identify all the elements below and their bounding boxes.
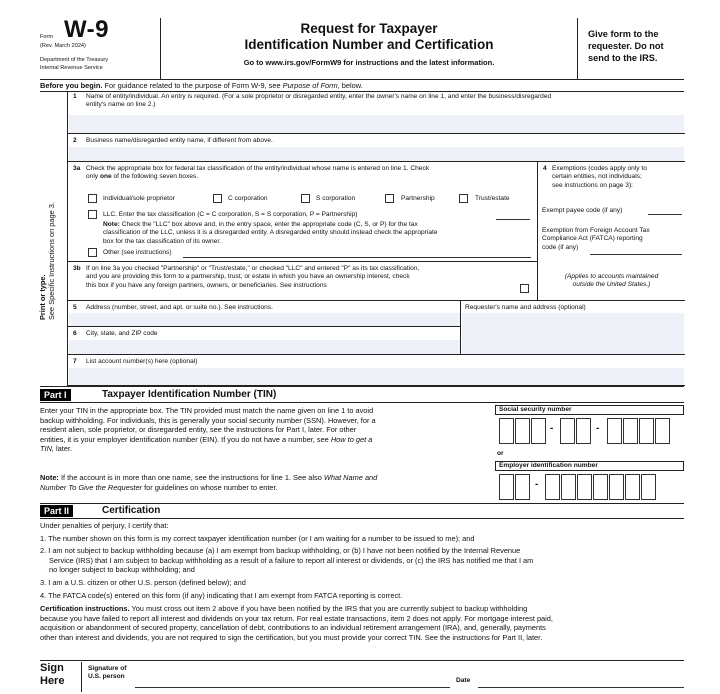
line1-label-a: Name of entity/individual. An entry is required. (For a sole proprietor or disregarded entity, enter the owner's name on line 1, and enter the business/disregarded xyxy=(86,93,552,100)
header-rule xyxy=(40,79,684,80)
cert-item-3: 3. I am a U.S. citizen or other U.S. person (defined below); and xyxy=(40,577,246,587)
line2-input[interactable] xyxy=(69,147,684,161)
line3a-label xyxy=(86,165,531,182)
cert-instr-bold: Certification instructions. xyxy=(40,604,130,614)
part1-note xyxy=(40,473,495,492)
line4-block xyxy=(538,162,685,301)
line4-label-c: see instructions on page 3): xyxy=(552,181,634,189)
s-corp-label: S corporation xyxy=(316,195,356,202)
part1-note-a-italic: What Name and xyxy=(323,473,378,482)
entity-section xyxy=(67,91,684,386)
form-title-line1: Request for Taxpayer xyxy=(300,21,438,36)
sign-rule xyxy=(40,660,684,661)
line3a-number: 3a xyxy=(73,165,81,172)
ssn-digit[interactable] xyxy=(531,418,546,444)
cert-item-2b: Service (IRS) that I am subject to backup withholding as a result of a failure to report all interest or dividends, or (c) the IRS has notified me that I am xyxy=(49,555,534,565)
line7-number: 7 xyxy=(73,358,77,365)
line1-label xyxy=(86,93,676,110)
line3b-number: 3b xyxy=(73,265,81,272)
part1-title: Taxpayer Identification Number (TIN) xyxy=(102,389,277,400)
form-title-block xyxy=(161,18,577,79)
department-line2: Internal Revenue Service xyxy=(40,65,103,71)
signature-label-b: U.S. person xyxy=(88,673,125,681)
llc-note-bold: Note: xyxy=(103,221,120,228)
ssn-digit[interactable] xyxy=(560,418,575,444)
line6-label: City, state, and ZIP code xyxy=(86,330,158,337)
side-print-label xyxy=(38,202,56,320)
before-you-begin xyxy=(40,81,684,91)
cert-item-2a: 2. I am not subject to backup withholding because (a) I am exempt from backup withholding, or (b) I have not been notified by the Internal Revenue xyxy=(40,546,521,556)
exempt-payee-label: Exempt payee code (if any) xyxy=(542,207,623,214)
line5-label: Address (number, street, and apt. or suite no.). See instructions. xyxy=(86,304,273,311)
line7-row xyxy=(68,355,685,386)
ein-label-box xyxy=(495,461,684,471)
ssn-digit[interactable] xyxy=(623,418,638,444)
before-end: below. xyxy=(339,81,363,90)
line4-number: 4 xyxy=(543,165,547,172)
certification-text xyxy=(40,521,684,643)
individual-label: Individual/sole proprietor xyxy=(103,195,175,202)
part1-note-b: for guidelines on whose number to enter. xyxy=(142,482,278,492)
trust-estate-checkbox[interactable] xyxy=(459,194,468,203)
line4-label-a: Exemptions (codes apply only to xyxy=(552,165,647,172)
cert-instr-d: other than interest and dividends, you are not required to sign the certification, but you must provide your correct TIN. See the instructions for Part II, later. xyxy=(40,632,543,642)
ein-digit[interactable] xyxy=(593,474,608,500)
other-checkbox[interactable] xyxy=(88,248,97,257)
before-italic: Purpose of Form, xyxy=(282,81,340,90)
see-instructions: See Specific Instructions on page 3. xyxy=(47,202,56,320)
revision-date: (Rev. March 2024) xyxy=(40,43,86,49)
line3a-label-one: one xyxy=(99,173,112,181)
form-header xyxy=(40,18,684,79)
s-corp-checkbox[interactable] xyxy=(301,194,310,203)
line3a-label-a: Check the appropriate box for federal tax classification of the entity/individual whose name is entered on line 1. Check xyxy=(86,165,430,172)
line2-number: 2 xyxy=(73,137,77,144)
llc-checkbox[interactable] xyxy=(88,210,97,219)
cert-instr-a: You must cross out item 2 above if you have been notified by the IRS that you are currently subject to backup withholding xyxy=(129,604,528,614)
signature-input[interactable] xyxy=(135,664,450,688)
line2-label: Business name/disregarded entity name, if different from above. xyxy=(86,137,273,144)
line5-number: 5 xyxy=(73,304,77,311)
here-word: Here xyxy=(40,675,65,687)
applies-note xyxy=(538,273,685,290)
line7-label: List account number(s) here (optional) xyxy=(86,358,198,365)
signature-label-a: Signature of xyxy=(88,665,127,672)
ein-digit[interactable] xyxy=(515,474,530,500)
ssn-digit[interactable] xyxy=(655,418,670,444)
part1-instructions xyxy=(40,406,495,454)
cert-item-4: 4. The FATCA code(s) entered on this form (if any) indicating that I am exempt from FATCA reporting is correct. xyxy=(40,590,403,600)
other-input[interactable] xyxy=(183,248,531,258)
requester-label: Requester's name and address (optional) xyxy=(465,304,586,311)
give-line1: Give form to the xyxy=(588,29,659,39)
trust-estate-label: Trust/estate xyxy=(475,195,510,202)
before-text: For guidance related to the purpose of Form W-9, see xyxy=(102,81,283,90)
form-id-block xyxy=(40,18,161,79)
fatca-label-a: Exemption from Foreign Account Tax xyxy=(542,227,650,234)
line3b-block xyxy=(68,262,538,301)
partnership-label: Partnership xyxy=(401,195,435,202)
ssn-digit[interactable] xyxy=(515,418,530,444)
part1-p4-italic: How to get a xyxy=(330,434,373,444)
part1-label: Part I xyxy=(40,389,71,401)
line3a-label-c: of the following seven boxes. xyxy=(111,173,199,181)
c-corp-checkbox[interactable] xyxy=(213,194,222,203)
form-title-line2: Identification Number and Certification xyxy=(244,37,494,52)
line3b-label-c: this box if you have any foreign partners, owners, or beneficiaries. See instructions xyxy=(86,281,327,289)
part1-note-b-italic: Number To Give the Requester xyxy=(40,482,143,492)
applies-b: outside the United States.) xyxy=(572,281,651,289)
fatca-input[interactable] xyxy=(590,245,682,255)
llc-code-input[interactable] xyxy=(496,210,530,220)
city-state-zip-input[interactable] xyxy=(69,340,460,354)
cert-instructions xyxy=(40,604,684,642)
ein-digit[interactable] xyxy=(577,474,592,500)
foreign-partners-checkbox[interactable] xyxy=(520,284,529,293)
part1-p1: Enter your TIN in the appropriate box. The TIN provided must match the name given on line 1 to avoid xyxy=(40,406,374,415)
ein-digit[interactable] xyxy=(545,474,560,500)
partnership-checkbox[interactable] xyxy=(385,194,394,203)
ein-digit[interactable] xyxy=(499,474,514,500)
ssn-label-box xyxy=(495,405,684,415)
requester-input[interactable] xyxy=(462,313,684,354)
ssn-input[interactable] xyxy=(495,415,684,447)
c-corp-label: C corporation xyxy=(228,195,268,202)
date-label: Date xyxy=(456,677,471,684)
part2-title: Certification xyxy=(102,505,161,516)
give-form-block xyxy=(577,18,684,79)
line3b-label-a: If on line 3a you checked "Partnership" or "Trust/estate," or checked "LLC" and entered "P" as its tax classification, xyxy=(86,265,420,272)
part1-p2: backup withholding. For individuals, this is generally your social security number (SSN). However, for a xyxy=(40,415,376,425)
print-or-type: Print or type. xyxy=(38,274,47,320)
sign-here-label xyxy=(40,662,82,692)
line3b-label xyxy=(86,265,526,290)
part2-label: Part II xyxy=(40,505,73,517)
part2-header xyxy=(40,504,684,519)
ssn-digit[interactable] xyxy=(576,418,591,444)
form-goto-line: Go to www.irs.gov/FormW9 for instructions and the latest information. xyxy=(243,58,495,67)
line1-label-b: entity's name on line 2.) xyxy=(86,101,156,109)
ein-dash: - xyxy=(535,479,539,490)
ssn-digit[interactable] xyxy=(639,418,654,444)
fatca-label-b: Compliance Act (FATCA) reporting xyxy=(542,235,643,243)
line1-input[interactable] xyxy=(69,115,684,133)
ein-digit[interactable] xyxy=(561,474,576,500)
part1-p5: later. xyxy=(53,444,73,454)
ssn-label: Social security number xyxy=(499,406,572,413)
part1-header xyxy=(40,388,684,403)
part1-note-a: If the account is in more than one name, see the instructions for line 1. See also xyxy=(58,473,324,482)
give-line3: send to the IRS. xyxy=(588,53,658,63)
date-input[interactable] xyxy=(478,664,684,688)
cert-instr-b: because you have failed to report all interest and dividends on your tax return. For real estate transactions, item 2 does not apply. For mortgage interest paid, xyxy=(40,613,553,623)
line3b-label-b: and you are providing this form to a partnership, trust, or estate in which you have an ownership interest, check xyxy=(86,273,410,281)
address-input[interactable] xyxy=(69,313,460,326)
ssn-dash: - xyxy=(550,423,554,434)
cert-item-1: 1. The number shown on this form is my correct taxpayer identification number (or I am waiting for a number to be issued to me); and xyxy=(40,533,475,543)
ssn-digit[interactable] xyxy=(499,418,514,444)
section-rule xyxy=(40,386,684,387)
cert-instr-c: acquisition or abandonment of secured property, cancellation of debt, contributions to an individual retirement arrangement (IRA), and, generally, payments xyxy=(40,623,546,633)
llc-note-b: classification of the LLC, unless it is a disregarded entity. A disregarded entity should instead check the appropriate xyxy=(103,229,438,237)
line2-row xyxy=(68,134,685,162)
account-numbers-input[interactable] xyxy=(69,368,684,385)
cert-intro: Under penalties of perjury, I certify that: xyxy=(40,521,169,530)
line3a-label-b: only xyxy=(86,173,100,181)
give-line2: requester. Do not xyxy=(588,41,664,51)
line3a-block xyxy=(68,162,538,262)
line4-label-b: certain entities, not individuals; xyxy=(552,173,642,181)
line6-row xyxy=(68,327,461,355)
llc-label: LLC. Enter the tax classification (C = C corporation, S = S corporation, P = Partnership) xyxy=(103,211,358,218)
part1-p3: resident alien, sole proprietor, or disregarded entity, see the instructions for Part I, later. For other xyxy=(40,425,357,435)
form-word: Form xyxy=(40,34,54,40)
line4-label xyxy=(552,165,682,190)
ssn-dash: - xyxy=(596,423,600,434)
ein-digit[interactable] xyxy=(641,474,656,500)
requester-block xyxy=(461,301,685,355)
part1-p5-italic: TIN, xyxy=(40,444,54,454)
sign-word: Sign xyxy=(40,662,64,674)
line1-number: 1 xyxy=(73,93,77,100)
part1-note-bold: Note: xyxy=(40,473,59,482)
llc-note-c: box for the tax classification of its owner. xyxy=(103,237,222,245)
other-label: Other (see instructions) xyxy=(103,249,172,256)
cert-item-2c: no longer subject to backup withholding; and xyxy=(49,565,195,575)
signature-label xyxy=(88,665,126,682)
part1-p4: entities, it is your employer identification number (EIN). If you do not have a number, see xyxy=(40,434,331,444)
line6-number: 6 xyxy=(73,330,77,337)
ein-label: Employer identification number xyxy=(499,462,598,469)
form-number: W-9 xyxy=(64,16,110,43)
exempt-payee-input[interactable] xyxy=(648,205,682,215)
or-label: or xyxy=(497,450,504,457)
llc-note-a: Check the "LLC" box above and, in the entry space, enter the appropriate code (C, S, or P) for the tax xyxy=(119,221,418,228)
individual-checkbox[interactable] xyxy=(88,194,97,203)
fatca-label-c: code (if any) xyxy=(542,243,579,251)
line1-row xyxy=(68,91,685,134)
ein-digit[interactable] xyxy=(625,474,640,500)
before-bold: Before you begin. xyxy=(40,81,103,90)
line5-row xyxy=(68,301,461,327)
applies-a: (Applies to accounts maintained xyxy=(564,273,659,280)
llc-note xyxy=(103,221,533,246)
ssn-digit[interactable] xyxy=(607,418,622,444)
department-line1: Department of the Treasury xyxy=(40,57,109,63)
ein-input[interactable] xyxy=(495,471,684,503)
ein-digit[interactable] xyxy=(609,474,624,500)
